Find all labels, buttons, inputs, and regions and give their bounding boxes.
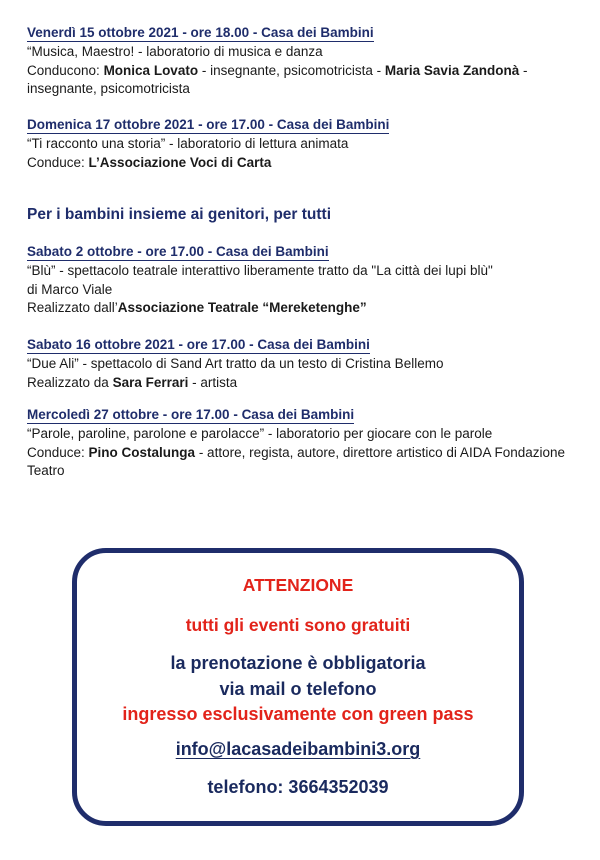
event-hosts: Conducono: Monica Lovato - insegnante, psicomotricista - Maria Savia Zandonà - — [27, 62, 528, 78]
host-name: Associazione Teatrale “Mereketenghe” — [117, 300, 367, 315]
email-link[interactable]: info@lacasadeibambini3.org — [175, 739, 421, 759]
event-musica-maestro — [27, 24, 583, 99]
event-hosts-cont: insegnante, psicomotricista — [27, 81, 190, 96]
host-name: L’Associazione Voci di Carta — [88, 154, 272, 170]
event-title: “Musica, Maestro! - laboratorio di musica e danza — [27, 44, 323, 59]
phone-number: telefono: 3664352039 — [207, 777, 389, 797]
notice-title: ATTENZIONE — [242, 575, 354, 595]
notice-green-pass: ingresso esclusivamente con green pass — [122, 704, 474, 724]
notice-booking: la prenotazione è obbligatoria — [170, 653, 426, 673]
event-title-cont: di Marco Viale — [27, 281, 113, 297]
event-heading: Sabato 16 ottobre 2021 - ore 17.00 - Casa dei Bambini — [27, 337, 370, 352]
event-hosts: Conduce: Pino Costalunga - attore, regista, autore, direttore artistico di AIDA Fondazione — [27, 444, 566, 460]
event-heading: Sabato 2 ottobre - ore 17.00 - Casa dei Bambini — [27, 244, 329, 259]
event-heading: Domenica 17 ottobre 2021 - ore 17.00 - Casa dei Bambini — [27, 117, 390, 132]
event-ti-racconto — [27, 116, 583, 172]
event-hosts: Realizzato dall’Associazione Teatrale “Mereketenghe” — [27, 300, 367, 315]
event-hosts: Realizzato da Sara Ferrari - artista — [27, 374, 238, 390]
section-heading: Per i bambini insieme ai genitori, per tutti — [27, 206, 332, 223]
event-title: “Parole, paroline, parolone e parolacce” - laboratorio per giocare con le parole — [27, 426, 493, 441]
event-blu — [27, 243, 583, 318]
host-name: Monica Lovato — [103, 62, 199, 78]
event-heading: Mercoledì 27 ottobre - ore 17.00 - Casa dei Bambini — [27, 407, 355, 422]
event-hosts: Conduce: L’Associazione Voci di Carta — [27, 154, 272, 170]
event-hosts-cont: Teatro — [27, 463, 65, 478]
notice-box — [72, 548, 524, 826]
event-title: “Ti racconto una storia” - laboratorio di lettura animata — [27, 136, 349, 151]
host-name: Maria Savia Zandonà — [384, 62, 520, 78]
event-title: “Blù” - spettacolo teatrale interattivo liberamente tratto da "La città dei lupi blù" — [27, 263, 493, 278]
host-name: Sara Ferrari — [112, 374, 189, 390]
event-heading: Venerdì 15 ottobre 2021 - ore 18.00 - Casa dei Bambini — [27, 25, 374, 40]
event-title: “Due Ali” - spettacolo di Sand Art tratto da un testo di Cristina Bellemo — [27, 356, 444, 371]
notice-free-events: tutti gli eventi sono gratuiti — [185, 615, 411, 635]
notice-channel: via mail o telefono — [219, 679, 377, 699]
event-parole — [27, 406, 583, 481]
host-name: Pino Costalunga — [88, 444, 196, 460]
event-due-ali — [27, 336, 583, 392]
